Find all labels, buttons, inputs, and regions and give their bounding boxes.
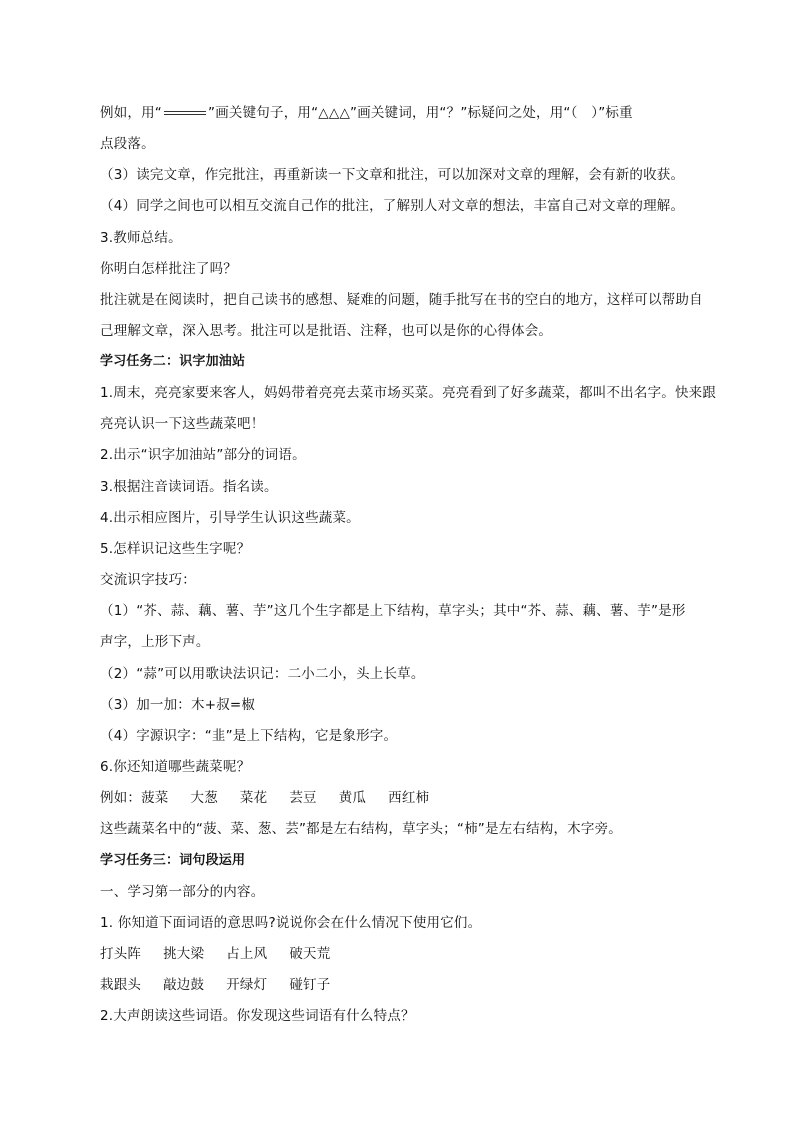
phrase-word: 占上风 [226,946,268,962]
task-three-heading: 学习任务三：词句段运用 [100,853,246,868]
vegetable-word: 黄瓜 [338,790,367,806]
tip-2: （2）“蒜”可以用歌诀法识记：二小二小，头上长草。 [100,666,425,682]
double-underline-mark [164,111,206,115]
vegetable-word: 西红柿 [388,790,430,806]
example-text-start: 例如，用“ [100,105,162,121]
step-3-text: （3）读完文章，作完批注，再重新读一下文章和批注，可以加深对文章的理解，会有新的收获。 [100,167,685,183]
task-two-item5: 5.怎样识记这些生字呢？ [100,541,251,557]
summary-paragraph-line2: 己理解文章，深入思考。批注可以是批语、注释，也可以是你的心得体会。 [100,323,553,339]
phrase-word: 破天荒 [289,946,331,962]
paragraph-example-marks [100,103,730,123]
vegetable-structure-note: 这些蔬菜名中的“菠、菜、葱、芸”都是左右结构，草字头；“柿”是左右结构，木字旁。 [100,821,622,837]
task-two-item6: 6.你还知道哪些蔬菜呢？ [100,759,251,775]
step-4-text: （4）同学之间也可以相互交流自己作的批注，了解别人对文章的想法，丰富自己对文章的理解。 [100,198,685,214]
vegetable-word: 菠菜 [141,790,169,806]
literacy-tips-heading: 交流识字技巧： [100,572,196,588]
phrase-word: 打头阵 [100,946,142,962]
question-text: 你明白怎样批注了吗？ [100,261,237,277]
task-two-item2: 2.出示“识字加油站”部分的词语。 [100,447,306,463]
task-two-item1-line2: 亮亮认识一下这些蔬菜吧！ [100,416,265,432]
task-two-item1-line1: 1.周末，亮亮家要来客人，妈妈带着亮亮去菜市场买菜。亮亮看到了好多蔬菜，都叫不出名字。快来跟 [100,385,717,401]
phrase-word: 栽跟头 [100,977,142,993]
examples-prefix: 例如： [100,790,142,806]
teacher-summary-heading: 3.教师总结。 [100,230,182,246]
vegetable-word: 芸豆 [289,790,317,806]
task-two-item4: 4.出示相应图片，引导学生认识这些蔬菜。 [100,510,360,526]
tip-4: （4）字源识字：“韭”是上下结构，它是象形字。 [100,728,398,744]
task-two-item3: 3.根据注音读词语。指名读。 [100,479,278,495]
phrase-word: 碰钉子 [289,977,331,993]
tip-1-line1: （1）“芥、蒜、藕、薯、芋”这几个生字都是上下结构，草字头；其中“芥、蒜、藕、薯、芋”是形 [100,603,686,619]
vegetable-word: 大葱 [190,790,218,806]
phrases-row-2 [100,975,730,995]
task-two-heading: 学习任务二：识字加油站 [100,354,246,369]
phrase-word: 挑大梁 [163,946,205,962]
vegetable-word: 菜花 [239,790,268,806]
task-three-item1: 1. 你知道下面词语的意思吗?说说你会在什么情况下使用它们。 [100,915,482,931]
summary-paragraph-line1: 批注就是在阅读时，把自己读书的感想、疑难的问题，随手批写在书的空白的地方，这样可以帮助自 [100,292,703,308]
tip-3: （3）加一加：木+叔=椒 [100,697,256,713]
paragraph-line: 点段落。 [100,136,155,152]
task-three-item2: 2.大声朗读这些词语。你发现这些词语有什么特点？ [100,1008,415,1024]
vegetable-examples [100,788,730,808]
phrase-word: 敲边鼓 [163,977,205,993]
tip-1-line2: 声字，上形下声。 [100,634,210,650]
example-text-rest: ”画关键句子，用“△△△”画关键词，用“？”标疑问之处，用“（ ）”标重 [208,105,633,121]
phrase-word: 开绿灯 [226,977,268,993]
part-one-heading: 一、学习第一部分的内容。 [100,884,265,900]
phrases-row-1 [100,944,730,964]
